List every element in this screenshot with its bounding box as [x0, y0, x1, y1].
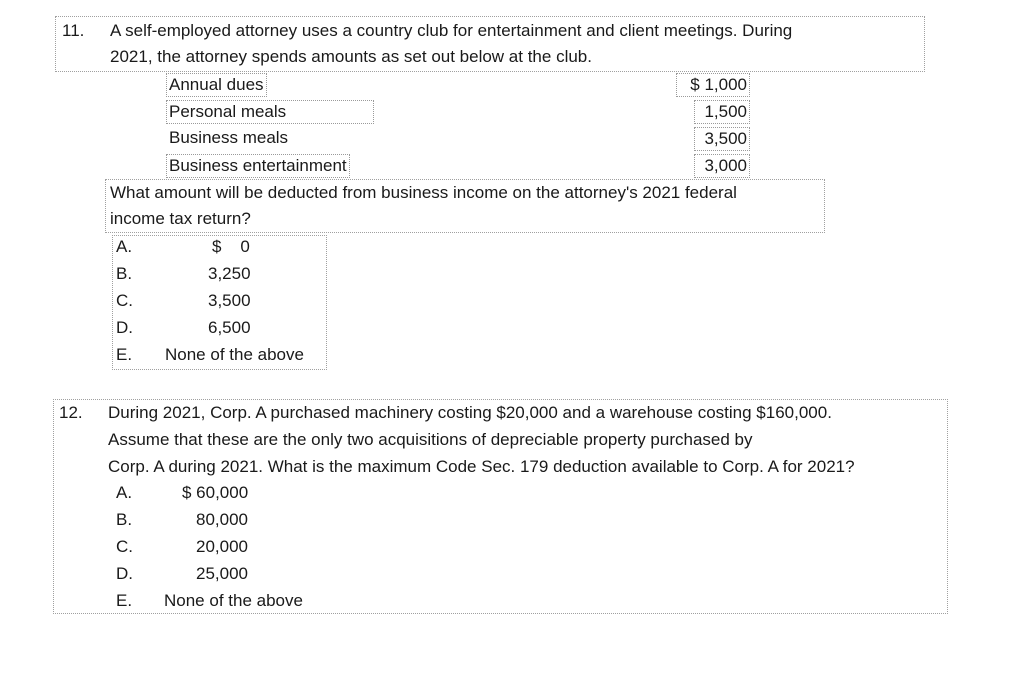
question-stem-line: 2021, the attorney spends amounts as set out below at the club.	[110, 47, 592, 66]
option-value: $ 0	[212, 237, 250, 256]
expense-label: Annual dues	[166, 73, 267, 97]
question-prompt-line: What amount will be deducted from business income on the attorney's 2021 federal	[110, 183, 737, 202]
option-value: 6,500	[208, 318, 251, 337]
option-value: 3,500	[208, 291, 251, 310]
expense-label: Business entertainment	[166, 154, 350, 178]
option-letter: A.	[116, 483, 133, 502]
option-value: 20,000	[196, 537, 248, 556]
option-letter: E.	[116, 591, 133, 610]
expense-amount: 3,000	[694, 154, 750, 178]
question-stem-line: Assume that these are the only two acquisitions of depreciable property purchased by	[108, 430, 753, 449]
question-prompt-line: income tax return?	[110, 209, 251, 228]
expense-amount: $ 1,000	[676, 73, 750, 97]
option-letter: C.	[116, 291, 133, 310]
option-letter: A.	[116, 237, 133, 256]
question-stem-line: Corp. A during 2021. What is the maximum Code Sec. 179 deduction available to Corp. A for 2021?	[108, 457, 855, 476]
option-value: 80,000	[196, 510, 248, 529]
option-letter: B.	[116, 264, 133, 283]
question-number: 12.	[59, 403, 83, 422]
question-stem-line: During 2021, Corp. A purchased machinery costing $20,000 and a warehouse costing $160,000.	[108, 403, 832, 422]
expense-label: Business meals	[169, 128, 289, 147]
option-value: 3,250	[208, 264, 251, 283]
option-letter: D.	[116, 564, 133, 583]
option-letter: E.	[116, 345, 133, 364]
option-value: 25,000	[196, 564, 248, 583]
option-letter: C.	[116, 537, 133, 556]
expense-label: Personal meals	[166, 100, 374, 124]
option-letter: B.	[116, 510, 133, 529]
option-value: None of the above	[165, 345, 304, 364]
question-stem-line: A self-employed attorney uses a country club for entertainment and client meetings. During	[110, 21, 793, 40]
expense-amount: 3,500	[694, 127, 750, 151]
option-value: None of the above	[164, 591, 303, 610]
option-value: $ 60,000	[182, 483, 249, 502]
question-number: 11.	[62, 21, 85, 40]
expense-amount: 1,500	[694, 100, 750, 124]
option-letter: D.	[116, 318, 133, 337]
